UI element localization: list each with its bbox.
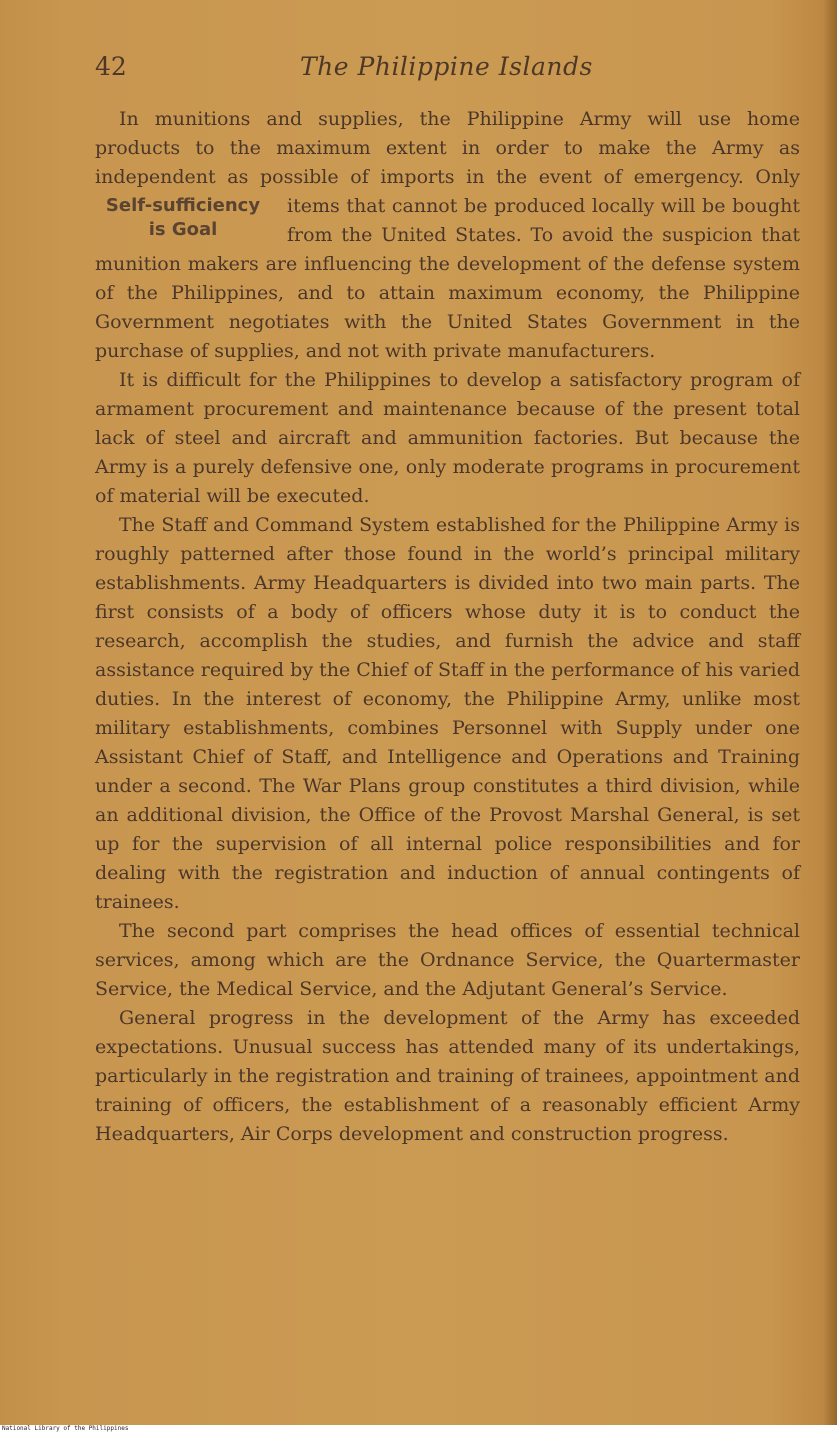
page-edge-shadow [823,0,837,1425]
running-title: The Philippine Islands [300,52,593,81]
paragraph-progress: General progress in the development of the Army has exceeded expectations. Unusual success has attended many of its undertakings, particularly in the registration and training of trainees, appointment and training of officers, the establishment of a reasonably efficient Army Headquarters, Air Corps development and construction progress. [95,1007,800,1145]
footer-credit: National Library of the Philippines [2,1425,129,1432]
sidenote-line2: is Goal [148,219,218,240]
paragraph-technical-services: The second part comprises the head offices of essential technical services, among which are the Ordnance Service, the Quartermaster Service, the Medical Service, and the Adjutant General’s Service. [95,920,800,1000]
body-text [95,105,800,1149]
sidenote-line1: Self-sufficiency [105,195,261,216]
paragraph-munitions-part2: Only items that cannot be produced locally will be bought from the United States. To avoid the suspicion that munition makers are influencing the development of the defense system of the Philippines, and to attain maximum economy, the Philippine Government negotiates with the United States Government in the purchase of supplies, and not with private manufacturers. [95,166,800,362]
page-header [95,52,800,92]
paragraph-staff-command: The Staff and Command System established for the Philippine Army is roughly patterned after those found in the world’s principal military establishments. Army Headquarters is divided into two main parts. The first consists of a body of officers whose duty it is to conduct the research, accomplish the studies, and furnish the advice and staff assistance required by the Chief of Staff in the performance of his varied duties. In the interest of economy, the Philippine Army, unlike most military establishments, combines Personnel with Supply under one Assistant Chief of Staff, and Intelligence and Operations and Training under a second. The War Plans group constitutes a third division, while an additional division, the Office of the Provost Marshal General, is set up for the supervision of all internal police responsibilities and for dealing with the registration and induction of annual contingents of trainees. [95,514,800,913]
paragraph-munitions [95,105,800,366]
sidenote-self-sufficiency [85,194,281,242]
page-number: 42 [95,52,127,81]
paragraph-munitions-part1: In munitions and supplies, the Philippine Army will use home products to the maximum extent in order to make the Army as independent as possible of imports in the event of emergency. [95,108,800,188]
paragraph-armament: It is difficult for the Philippines to develop a satisfactory program of armament procurement and maintenance because of the present total lack of steel and aircraft and ammunition factories. But because the Army is a purely defensive one, only moderate programs in procurement of material will be executed. [95,369,800,507]
